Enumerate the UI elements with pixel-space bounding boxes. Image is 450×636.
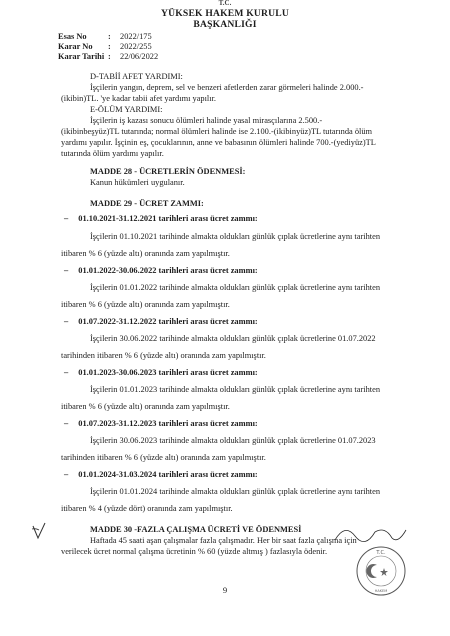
section-e-line: yardımı yapılır. İşçinin eş, çocuklarının, anne ve babasının ölümleri halinde 700.-(yediyüz)TL — [61, 138, 376, 147]
section-e-heading: E-ÖLÜM YARDIMI: — [90, 105, 163, 114]
wage-increase-item — [64, 367, 258, 378]
wage-increase-line: İşçilerin 30.06.2022 tarihinde almakta oldukları günlük çıplak ücretlerine 01.07.2022 — [90, 334, 376, 343]
dash-bullet: – — [64, 214, 69, 223]
meta-colon: : — [108, 52, 111, 61]
meta-esas — [58, 32, 152, 41]
wage-increase-title: 01.01.2023-30.06.2023 tarihleri arası ücret zammı: — [78, 368, 258, 377]
dash-bullet: – — [64, 470, 69, 479]
madde-29-heading: MADDE 29 - ÜCRET ZAMMI: — [90, 199, 204, 208]
wage-increase-line: itibaren % 4 (yüzde dört) oranında zam yapılmıştır. — [61, 504, 233, 513]
wage-increase-line: tarihinden itibaren % 6 (yüzde altı) oranında zam yapılmıştır. — [61, 453, 266, 462]
meta-karar — [58, 42, 152, 51]
meta-label: Karar Tarihi — [58, 52, 105, 61]
wage-increase-item — [64, 213, 258, 224]
wage-increase-title: 01.01.2024-31.03.2024 tarihleri arası ücret zammı: — [78, 470, 258, 479]
meta-value: 2022/255 — [120, 42, 152, 51]
wage-increase-item — [64, 418, 258, 429]
wage-increase-title: 01.10.2021-31.12.2021 tarihleri arası ücret zammı: — [78, 214, 258, 223]
section-d-heading: D-TABİİ AFET YARDIMI: — [90, 72, 183, 81]
wage-increase-line: İşçilerin 01.01.2024 tarihinde almakta oldukları günlük çıplak ücretlerine aynı tarihten — [90, 487, 381, 496]
wage-increase-line: İşçilerin 01.01.2023 tarihinde almakta oldukları günlük çıplak ücretlerine aynı tarihten — [90, 385, 381, 394]
svg-text:HAKEM: HAKEM — [374, 589, 388, 593]
madde-28-text: Kanun hükümleri uygulanır. — [90, 178, 185, 187]
meta-colon: : — [108, 42, 111, 51]
header-cut-text: T.C. — [218, 0, 232, 7]
meta-karar-tarihi — [58, 52, 158, 61]
wage-increase-item — [64, 469, 258, 480]
meta-label: Karar No — [58, 42, 93, 51]
wage-increase-line: itibaren % 6 (yüzde altı) oranında zam yapılmıştır. — [61, 249, 230, 258]
signature — [330, 518, 410, 548]
dash-bullet: – — [64, 266, 69, 275]
meta-label: Esas No — [58, 32, 87, 41]
meta-colon: : — [108, 32, 111, 41]
section-d-line: İşçilerin yangın, deprem, sel ve benzeri afetlerden zarar görmeleri halinde 2.000.- — [90, 83, 364, 92]
section-d-line: (ikibin)TL. 'ye kadar tabii afet yardımı yapılır. — [61, 94, 216, 103]
section-e-line: İşçilerin iş kazası sonucu ölümleri halinde yasal mirasçılarına 2.500.- — [90, 116, 323, 125]
dash-bullet: – — [64, 317, 69, 326]
madde-28-heading: MADDE 28 - ÜCRETLERİN ÖDENMESİ: — [90, 167, 246, 176]
wage-increase-line: itibaren % 6 (yüzde altı) oranında zam yapılmıştır. — [61, 402, 230, 411]
wage-increase-line: İşçilerin 30.06.2023 tarihinde almakta oldukları günlük çıplak ücretlerine 01.07.2023 — [90, 436, 376, 445]
madde-30-line: Haftada 45 saati aşan çalışmalar fazla çalışmadır. Her bir saat fazla çalışma için — [90, 536, 357, 545]
madde-30-line: verilecek ücret normal çalışma ücretinin % 60 (yüzde altmış ) fazlasıyla ödenir. — [61, 547, 328, 556]
madde-30-heading: MADDE 30 -FAZLA ÇALIŞMA ÜCRETİ VE ÖDENMESİ — [90, 525, 302, 534]
wage-increase-title: 01.01.2022-30.06.2022 tarihleri arası ücret zammı: — [78, 266, 258, 275]
wage-increase-item — [64, 265, 258, 276]
wage-increase-line: İşçilerin 01.10.2021 tarihinde almakta oldukları günlük çıplak ücretlerine aynı tarihten — [90, 232, 381, 241]
handwritten-mark — [30, 520, 50, 544]
section-e-line: (ikibinbeşyüz)TL tutarında; normal ölümleri halinde ise 2.100.-(ikibinyüz)TL tutarında ölüm — [61, 127, 373, 136]
page-subtitle: BAŞKANLIĞI — [193, 19, 257, 30]
wage-increase-item — [64, 316, 258, 327]
page-number: 9 — [222, 585, 228, 595]
wage-increase-title: 01.07.2022-31.12.2022 tarihleri arası ücret zammı: — [78, 317, 258, 326]
wage-increase-line: tarihinden itibaren % 6 (yüzde altı) oranında zam yapılmıştır. — [61, 351, 266, 360]
svg-text:T.C.: T.C. — [376, 550, 386, 556]
meta-value: 22/06/2022 — [120, 52, 159, 61]
wage-increase-line: itibaren % 6 (yüzde altı) oranında zam yapılmıştır. — [61, 300, 230, 309]
wage-increase-title: 01.07.2023-31.12.2023 tarihleri arası ücret zammı: — [78, 419, 258, 428]
page-title: YÜKSEK HAKEM KURULU — [161, 8, 289, 19]
wage-increase-line: İşçilerin 01.01.2022 tarihinde almakta oldukları günlük çıplak ücretlerine aynı tarihten — [90, 283, 381, 292]
dash-bullet: – — [64, 419, 69, 428]
dash-bullet: – — [64, 368, 69, 377]
section-e-line: tutarında ölüm yardımı yapılır. — [61, 149, 164, 158]
meta-value: 2022/175 — [120, 32, 152, 41]
